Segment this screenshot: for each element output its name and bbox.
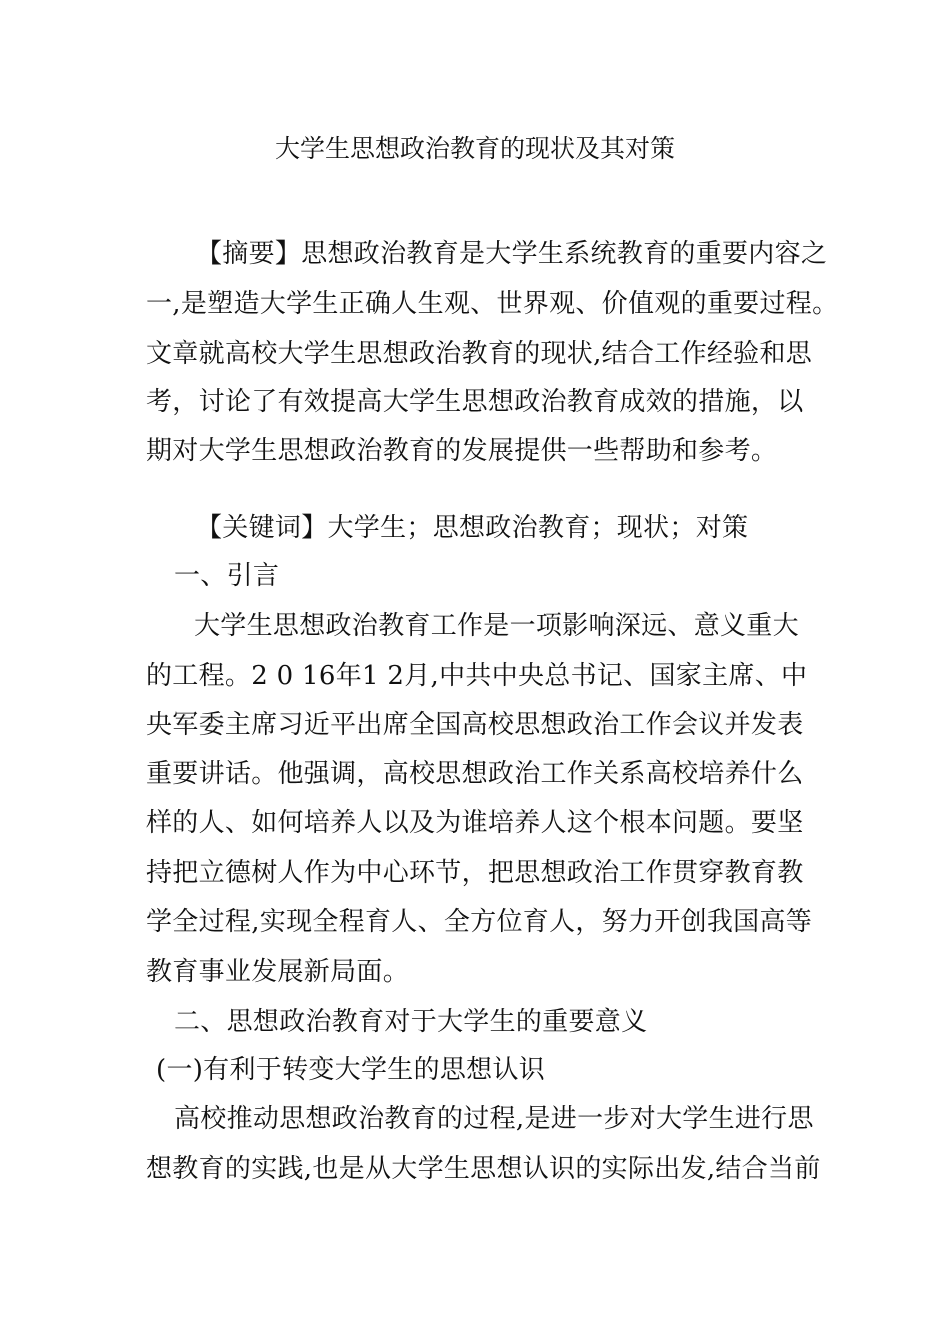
abstract-line: 期对大学生思想政治教育的发展提供一些帮助和参考。 — [146, 436, 778, 466]
abstract-line: 一,是塑造大学生正确人生观、世界观、价值观的重要过程。 — [146, 289, 839, 319]
abstract-line: 【摘要】思想政治教育是大学生系统教育的重要内容之 — [196, 239, 828, 269]
keywords-line: 【关键词】大学生；思想政治教育；现状；对策 — [196, 513, 749, 543]
body-line: 的工程。2 0 16年1 2月,中共中央总书记、国家主席、中 — [146, 661, 808, 691]
body-line: 想教育的实践,也是从大学生思想认识的实际出发,结合当前 — [146, 1154, 821, 1184]
section-heading-significance: 二、思想政治教育对于大学生的重要意义 — [174, 1007, 648, 1037]
body-line: 高校推动思想政治教育的过程,是进一步对大学生进行思 — [174, 1104, 814, 1134]
body-line: 大学生思想政治教育工作是一项影响深远、意义重大 — [194, 611, 799, 641]
body-line: 央军委主席习近平出席全国高校思想政治工作会议并发表 — [146, 710, 804, 740]
subsection-heading: (一)有利于转变大学生的思想认识 — [156, 1055, 546, 1085]
abstract-line: 文章就高校大学生思想政治教育的现状,结合工作经验和思 — [146, 339, 813, 369]
body-line: 重要讲话。他强调，高校思想政治工作关系高校培养什么 — [146, 759, 804, 789]
body-line: 持把立德树人作为中心环节，把思想政治工作贯穿教育教 — [146, 858, 804, 888]
body-line: 教育事业发展新局面。 — [146, 957, 410, 987]
body-line: 学全过程,实现全程育人、全方位育人，努力开创我国高等 — [146, 907, 813, 937]
abstract-line: 考，讨论了有效提高大学生思想政治教育成效的措施，以 — [146, 387, 804, 417]
document-title: 大学生思想政治教育的现状及其对策 — [274, 134, 675, 163]
section-heading-introduction: 一、引言 — [174, 561, 280, 591]
body-line: 样的人、如何培养人以及为谁培养人这个根本问题。要坚 — [146, 808, 804, 838]
